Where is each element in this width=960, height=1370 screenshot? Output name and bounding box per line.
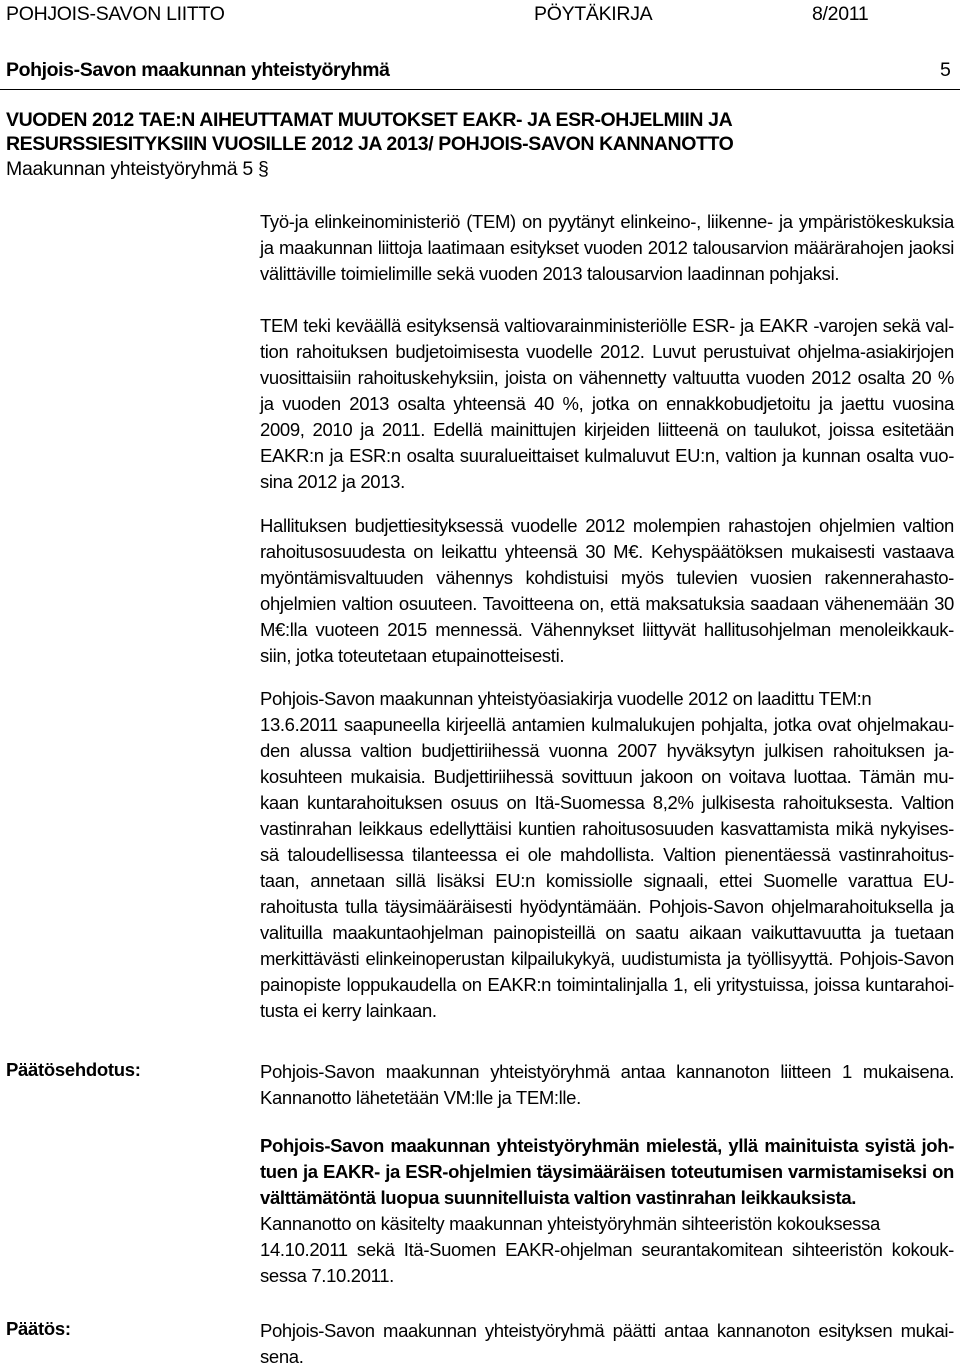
item-title-line-2: RESURSSIESITYKSIIN VUOSILLE 2012 JA 2013/ POHJOIS-SAVON KANNANOTTO [6,133,734,155]
proposal-text [260,1059,954,1111]
section-reference: Maakunnan yhteistyöryhmä 5 § [6,158,269,180]
paragraph-2 [260,313,954,495]
item-title [6,108,733,156]
paragraph-line: siin, jotka toteutetaan etupainotteisesti. [260,645,565,666]
paragraph-line: den alussa valtion budjettiriihessä vuonna 2007 hyväksytyn julkisen rahoituksen ja- [260,740,954,761]
paragraph-3 [260,513,954,669]
paragraph-line: valituilla maakuntaohjelman painopisteillä on saatu aikaan vaikuttavuutta ja tuetaan [260,922,954,943]
document-type: PÖYTÄKIRJA [534,3,653,25]
body-name: Pohjois-Savon maakunnan yhteistyöryhmä [6,59,390,81]
item-title-line-1: VUODEN 2012 TAE:N AIHEUTTAMAT MUUTOKSET EAKR- JA ESR-OHJELMIIN JA [6,109,733,131]
paragraph-line: tusta ei kerry lainkaan. [260,1000,437,1021]
paragraph-line: ohjelmien valtion osuuteen. Tavoitteena on, että maksatuksia saadaan vähenemään 30 [260,593,954,614]
paragraph-line: Työ-ja elinkeinoministeriö (TEM) on pyytänyt elinkeino-, liikenne- ja ympäristökeskuksia [260,211,954,232]
paragraph-line: 13.6.2011 saapuneella kirjeellä antamien kulmalukujen pohjalta, jotka ovat ohjelmakau- [260,714,954,735]
paragraph-line: 2009, 2010 ja 2011. Edellä mainittujen kirjeiden liitteenä on taulukot, joissa esitetään [260,419,954,440]
decision-line: sena. [260,1346,304,1367]
paragraph-line: tion rahoituksen budjetoimisesta vuodelle 2012. Luvut perustuivat ohjelma-asiakirjojen [260,341,954,362]
paragraph-4 [260,686,954,1024]
proposal-label: Päätösehdotus: [6,1059,141,1080]
paragraph-line: EAKR:n ja ESR:n osalta suuralueittaiset kulmaluvut EU:n, valtion ja kunnan osalta vuo- [260,445,954,466]
paragraph-line: vuosittaisiin rahoituskehyksiin, joista on vähennetty valtuutta vuoden 2012 osalta 20 % [260,367,954,388]
paragraph-line: M€:lla vuoteen 2015 mennessä. Vähennykset liittyvät hallitusohjelman menoleikkauk- [260,619,954,640]
proposal-line: Kannanotto lähetetään VM:lle ja TEM:lle. [260,1087,581,1108]
proposal-note-line: 14.10.2011 sekä Itä-Suomen EAKR-ohjelman seurantakomitean sihteeristön kokouk- [260,1239,954,1260]
proposal-bold-line: tuen ja EAKR- ja ESR-ohjelmien täysimääräisen toteutumisen varmistamiseksi on [260,1161,954,1182]
paragraph-line: rahoitusosuudesta on leikattu yhteensä 30 M€. Kehyspäätöksen mukaisesti vastaava [260,541,954,562]
paragraph-1 [260,209,954,287]
paragraph-line: vastinrahan leikkaus edellyttäisi kuntien rahoitusosuuden kasvattamista mikä nykyises- [260,818,954,839]
proposal-note-line: sessa 7.10.2011. [260,1265,394,1286]
proposal-statement [260,1133,954,1289]
organization-name: POHJOIS-SAVON LIITTO [6,3,225,25]
decision-label: Päätös: [6,1318,71,1339]
paragraph-line: Pohjois-Savon maakunnan yhteistyöasiakirja vuodelle 2012 on laadittu TEM:n [260,688,872,709]
paragraph-line: ja maakunnan liittoja laatimaan esitykset vuoden 2012 talousarvion määrärahojen jaoksi [260,237,954,258]
paragraph-line: myöntämisvaltuuden vähennys kohdistuisi myös tulevien vuosien rakennerahasto- [260,567,954,588]
document-number: 8/2011 [812,3,869,25]
paragraph-line: sina 2012 ja 2013. [260,471,405,492]
header-divider [0,89,960,90]
paragraph-line: välittäville toimielimille sekä vuoden 2013 talousarvion laadinnan pohjaksi. [260,263,840,284]
paragraph-line: kosuhteen mukaisia. Budjettiriihessä sovittuun jakoon on voitava luottaa. Tämän mu- [260,766,954,787]
paragraph-line: TEM teki keväällä esityksensä valtiovarainministeriölle ESR- ja EAKR -varojen sekä val- [260,315,954,336]
paragraph-line: merkittävästi elinkeinoperustan kilpailukykyä, uudistumista ja työllisyyttä. Pohjois-Savon [260,948,954,969]
decision-line: Pohjois-Savon maakunnan yhteistyöryhmä päätti antaa kannanoton esityksen mukai- [260,1320,954,1341]
proposal-bold-line: välttämätöntä luopua suunnitelluista valtion vastinrahan leikkauksista. [260,1187,857,1208]
paragraph-line: Hallituksen budjettiesityksessä vuodelle 2012 molempien rahastojen ohjelmien valtion [260,515,954,536]
paragraph-line: painopiste loppukaudella on EAKR:n toimintalinjalla 1, eli yritystuissa, joissa kuntarahoi- [260,974,954,995]
page-number: 5 [940,59,951,81]
decision-text [260,1318,954,1370]
paragraph-line: kaan kuntarahoituksen osuus on Itä-Suomessa 8,2% julkisesta rahoituksesta. Valtion [260,792,954,813]
proposal-bold-line: Pohjois-Savon maakunnan yhteistyöryhmän mielestä, yllä mainituista syistä joh- [260,1135,954,1156]
paragraph-line: taan, annetaan sillä lisäksi EU:n komissiolle signaali, ettei Suomelle varattua EU- [260,870,954,891]
proposal-note-line: Kannanotto on käsitelty maakunnan yhteistyöryhmän sihteeristön kokouksessa [260,1213,880,1234]
paragraph-line: rahoitusta tulla täysimääräisesti hyödyntämään. Pohjois-Savon ohjelmarahoituksella ja [260,896,954,917]
paragraph-line: sä taloudellisessa tilanteessa ei ole mahdollista. Valtion pienentäessä vastinrahoitus- [260,844,954,865]
paragraph-line: ja vuoden 2013 osalta yhteensä 40 %, jotka on ennakkobudjetoitu ja jaettu vuosina [260,393,954,414]
proposal-line: Pohjois-Savon maakunnan yhteistyöryhmä antaa kannanoton liitteen 1 mukaisena. [260,1061,954,1082]
